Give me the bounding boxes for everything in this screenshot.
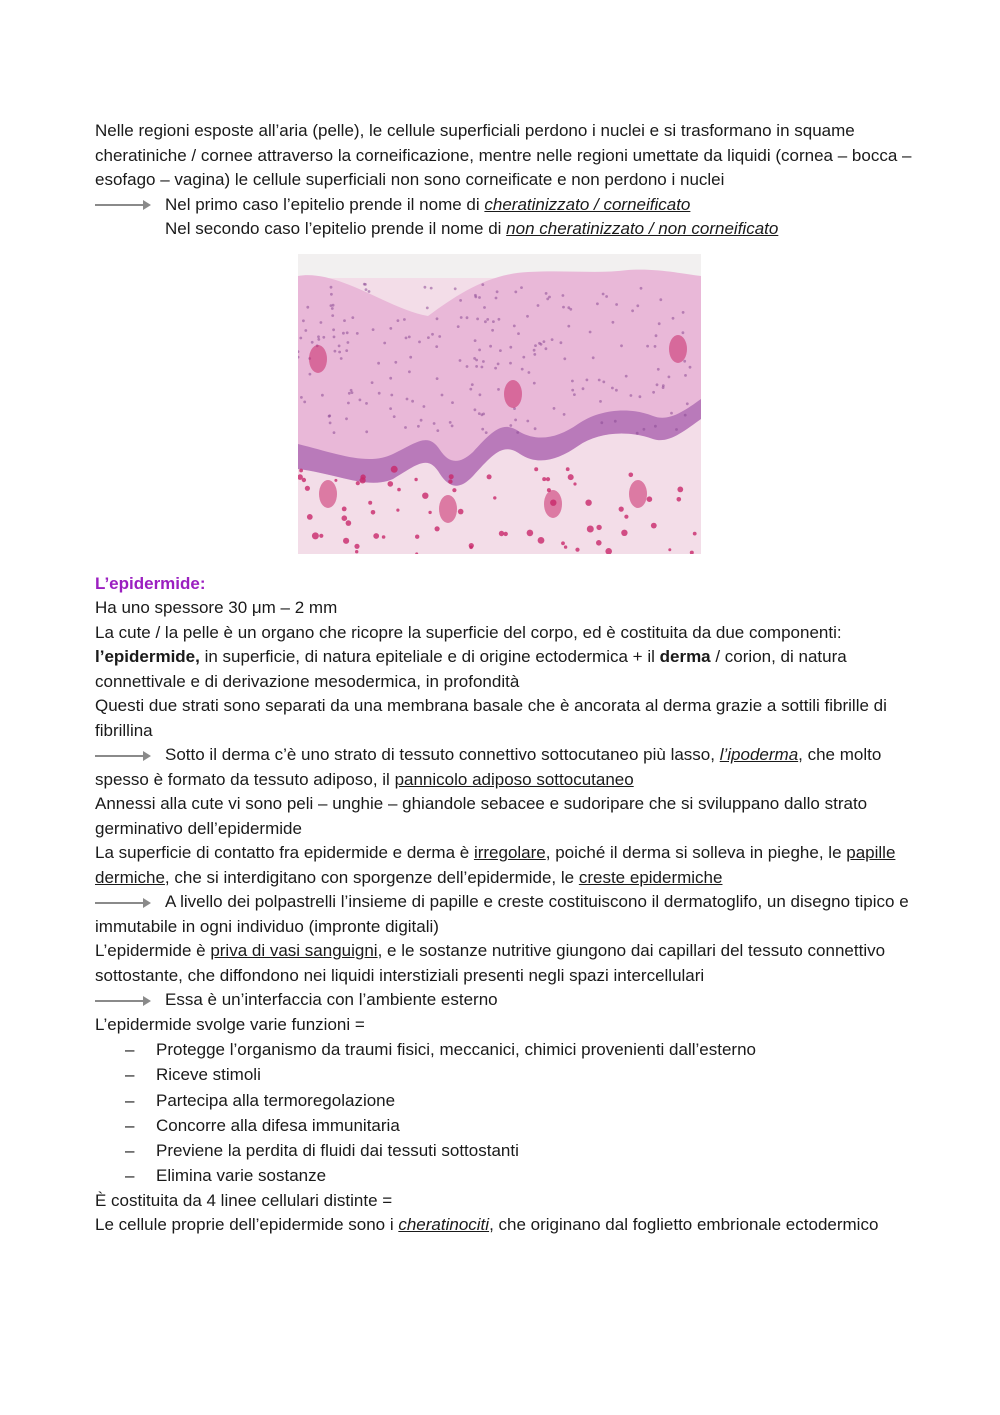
list-item: – Elimina varie sostanze <box>95 1163 915 1188</box>
list-item: – Riceve stimoli <box>95 1062 915 1087</box>
list-item: – Concorre alla difesa immunitaria <box>95 1113 915 1138</box>
first-case-term: cheratinizzato / corneificato <box>484 194 691 214</box>
functions-list <box>95 1037 915 1189</box>
annexes-paragraph: Annessi alla cute vi sono peli – unghie – ghiandole sebacee e sudoripare che si sviluppano dallo strato germinativo dell’epidermide <box>95 794 868 838</box>
keratinocytes-paragraph: Le cellule proprie dell’epidermide sono i cheratinociti, che originano dal foglietto embrionale ectodermico <box>95 1215 879 1235</box>
arrow-right-icon <box>95 199 151 211</box>
functions-intro: L’epidermide svolge varie funzioni = <box>95 1014 365 1034</box>
vessels-paragraph: L’epidermide è priva di vasi sanguigni, e le sostanze nutritive giungono dai capillari del tessuto connettivo sottostante, che diffondono nei liquidi interstiziali presenti negli spazi intercellulari <box>95 941 886 985</box>
list-item: – Previene la perdita di fluidi dai tessuti sottostanti <box>95 1138 915 1163</box>
arrow-right-icon <box>95 897 151 909</box>
hypoderm-paragraph: Sotto il derma c’è uno strato di tessuto connettivo sottocutaneo più lasso, l’ipoderma, che molto spesso è formato da tessuto adiposo, il pannicolo adiposo sottocutaneo <box>95 745 882 789</box>
second-case-line: Nel secondo caso l’epitelio prende il nome di non cheratinizzato / non corneificato <box>165 219 779 238</box>
first-case-line: Nel primo caso l’epitelio prende il nome di cheratinizzato / corneificato <box>95 193 915 218</box>
histology-micrograph-icon <box>298 254 701 554</box>
list-item: – Protegge l’organismo da traumi fisici, meccanici, chimici provenienti dall’esterno <box>95 1037 915 1062</box>
intro-paragraph: Nelle regioni esposte all’aria (pelle), le cellule superficiali perdono i nuclei e si trasformano in squame cheratiniche / cornee attraverso la corneificazione, mentre nelle regioni umettate da liquidi (cornea – bocca – esofago – vagina) le cellule superficiali non sono corneificate e non perdono i nuclei <box>95 121 912 189</box>
cell-lines-line: È costituita da 4 linee cellulari distinte = <box>95 1190 393 1210</box>
arrow-right-icon <box>95 750 151 762</box>
document-page <box>95 119 915 1238</box>
histology-figure <box>298 254 701 554</box>
thickness-line: Ha uno spessore 30 μm – 2 mm <box>95 598 338 617</box>
second-case-term: non cheratinizzato / non corneificato <box>506 219 779 238</box>
list-item: – Partecipa alla termoregolazione <box>95 1088 915 1113</box>
membrane-paragraph: Questi due strati sono separati da una membrana basale che è ancorata al derma grazie a sottili fibrille di fibrillina <box>95 696 887 740</box>
skin-paragraph: La cute / la pelle è un organo che ricopre la superficie del corpo, ed è costituita da due componenti: l’epidermide, in superficie, di natura epiteliale e di origine ectodermica + il derma / corion, di natura connettivale e di derivazione mesodermica, in profondità <box>95 622 847 691</box>
interface-line: Essa è un’interfaccia con l’ambiente esterno <box>95 988 915 1013</box>
contact-paragraph: La superficie di contatto fra epidermide e derma è irregolare, poiché il derma si solleva in pieghe, le papille dermiche, che si interdigitano con sporgenze dell’epidermide, le creste epidermiche <box>95 843 896 887</box>
fingerprint-paragraph: A livello dei polpastrelli l’insieme di papille e creste costituiscono il dermatoglifo, un disegno tipico e immutabile in ogni individuo (impronte digitali) <box>95 892 909 936</box>
section-heading: L’epidermide: <box>95 573 206 593</box>
arrow-right-icon <box>95 995 151 1007</box>
